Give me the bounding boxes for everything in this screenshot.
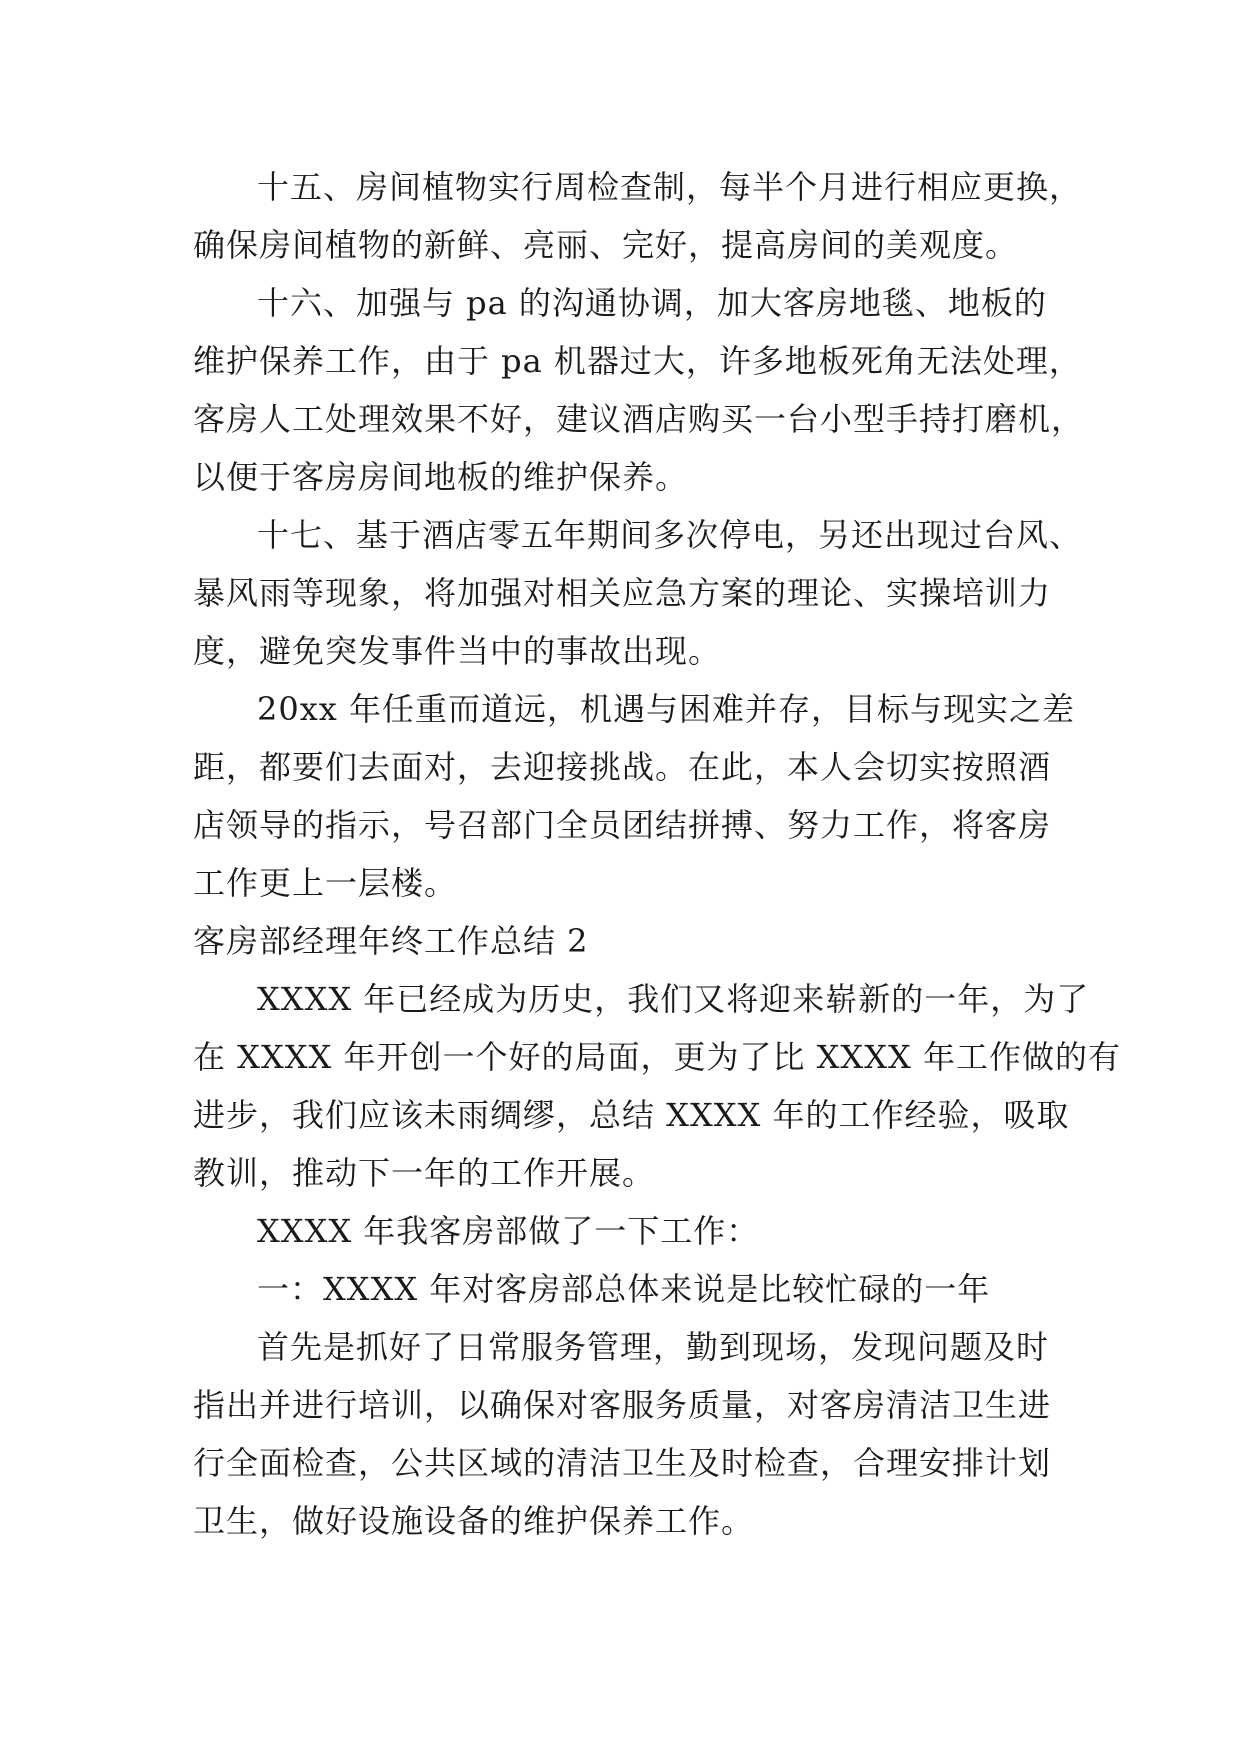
text-line: 确保房间植物的新鲜、亮丽、完好，提高房间的美观度。 [193, 226, 1019, 264]
section-heading: 客房部经理年终工作总结 2 [193, 922, 589, 960]
text-line: 卫生，做好设施设备的维护保养工作。 [193, 1502, 755, 1540]
text-line: 十六、加强与 pa 的沟通协调，加大客房地毯、地板的 [257, 284, 1047, 322]
text-line: 维护保养工作，由于 pa 机器过大，许多地板死角无法处理， [193, 342, 1082, 380]
text-line: XXXX 年已经成为历史，我们又将迎来崭新的一年，为了 [257, 980, 1090, 1018]
text-line: 暴风雨等现象，将加强对相关应急方案的理论、实操培训力 [193, 574, 1052, 612]
text-line: 20xx 年任重而道远，机遇与困难并存，目标与现实之差 [257, 690, 1075, 728]
text-line: 距，都要们去面对，去迎接挑战。在此，本人会切实按照酒 [193, 748, 1052, 786]
document-body [193, 158, 1121, 1550]
text-line: 一：XXXX 年对客房部总体来说是比较忙碌的一年 [257, 1270, 991, 1308]
text-line: 客房人工处理效果不好，建议酒店购买一台小型手持打磨机， [193, 400, 1085, 438]
text-line: 工作更上一层楼。 [193, 864, 458, 902]
text-line: 教训，推动下一年的工作开展。 [193, 1154, 656, 1192]
text-line: 指出并进行培训，以确保对客服务质量，对客房清洁卫生进 [193, 1386, 1052, 1424]
text-line: 十五、房间植物实行周检查制，每半个月进行相应更换， [257, 168, 1083, 206]
text-line: 行全面检查，公共区域的清洁卫生及时检查，合理安排计划 [193, 1444, 1052, 1482]
text-line: 在 XXXX 年开创一个好的局面，更为了比 XXXX 年工作做的有 [193, 1038, 1121, 1076]
text-line: 店领导的指示，号召部门全员团结拼搏、努力工作，将客房 [193, 806, 1052, 844]
text-line: 首先是抓好了日常服务管理，勤到现场，发现问题及时 [257, 1328, 1050, 1366]
text-line: 度，避免突发事件当中的事故出现。 [193, 632, 722, 670]
text-line: 十七、基于酒店零五年期间多次停电，另还出现过台风、 [257, 516, 1083, 554]
text-line: 进步，我们应该未雨绸缪，总结 XXXX 年的工作经验，吸取 [193, 1096, 1070, 1134]
text-line: XXXX 年我客房部做了一下工作： [257, 1212, 760, 1250]
text-line: 以便于客房房间地板的维护保养。 [193, 458, 689, 496]
